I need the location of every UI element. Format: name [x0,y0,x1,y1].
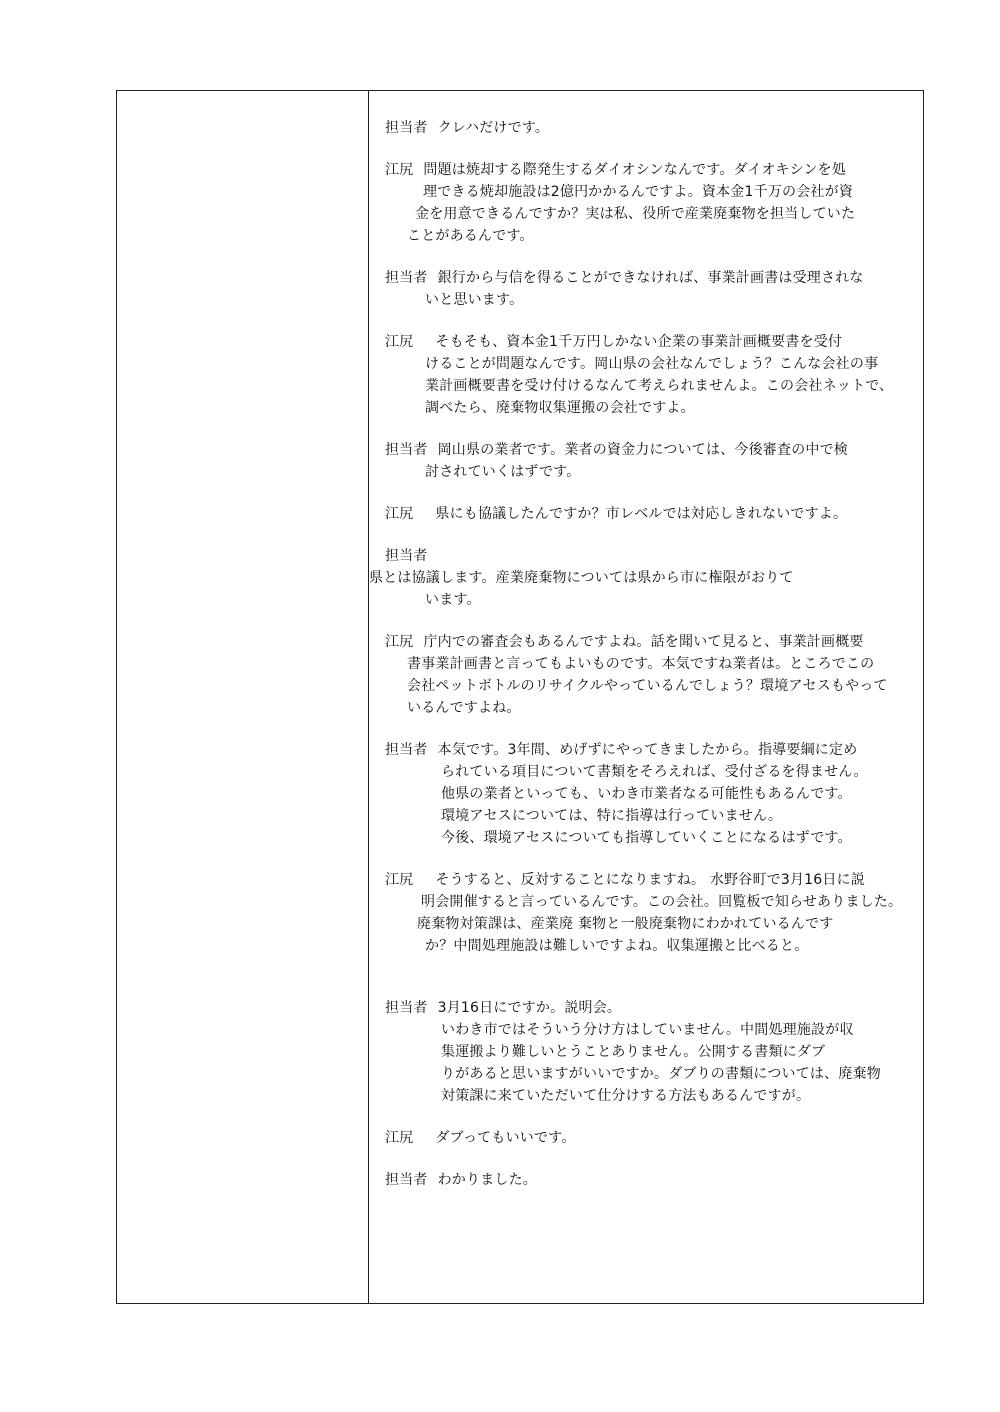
dialogue-line: クレハだけです。 [437,120,550,136]
dialogue-line: 廃棄物対策課は、産業廃 棄物と一般廃棄物にわかれているんです [417,916,834,932]
dialogue-line: 今後、環境アセスについても指導していくことになるはずです。 [441,830,852,846]
dialogue-line: けることが問題なんです。岡山県の会社なんでしょう？こんな会社の事 [425,356,879,372]
dialogue-line: ことがあるんです。 [407,228,534,244]
dialogue-line: 会社ペットボトルのリサイクルやっているんでしょう？環境アセスもやって [407,678,888,694]
dialogue-line: 岡山県の業者です。業者の資金力については、今後審査の中で検 [437,442,849,458]
dialogue-line: 業計画概要書を受け付けるなんて考えられませんよ。この会社ネットで、 [425,378,894,394]
dialogue-line: 3月16日にですか。説明会。 [437,1000,622,1016]
dialogue-line: います。 [425,592,481,608]
speaker-label: 担当者 [385,1000,428,1016]
dialogue-turn [385,1127,915,1149]
speaker-label: 担当者 [385,1172,428,1188]
left-margin-column [117,91,369,1303]
dialogue-turn [385,331,915,419]
dialogue-line: 環境アセスについては、特に指導は行っていません。 [441,808,783,824]
dialogue-turn [369,545,915,611]
dialogue-line: 集運搬より難しいとうことありません。公開する書類にダブ [441,1044,826,1060]
dialogue-turn [385,997,915,1107]
dialogue-line: りがあると思いますがいいですか。ダブりの書類については、廃棄物 [441,1066,881,1082]
dialogue-line: 県にも協議したんですか？市レベルでは対応しきれないですよ。 [435,506,848,522]
dialogue-line: 対策課に来ていただいて仕分けする方法もあるんですが。 [441,1088,811,1104]
dialogue-line: 明会開催すると言っているんです。この会社。回覧板で知らせありました。 [421,894,903,910]
dialogue-line: いと思います。 [425,292,524,308]
speaker-label: 担当者 [385,742,428,758]
speaker-label: 江尻 [385,1130,414,1146]
dialogue-line: 他県の業者といっても、いわき市業者なる可能性もあるんです。 [441,786,852,802]
speaker-label: 江尻 [385,162,414,178]
dialogue-turn [385,1169,915,1191]
dialogue-line: か？中間処理施設は難しいですよね。収集運搬と比べると。 [425,938,809,954]
speaker-label: 江尻 [385,634,414,650]
speaker-label: 担当者 [385,270,428,286]
dialogue-line: そうすると、反対することになりますね。 水野谷町で3月16日に説 [435,872,865,888]
dialogue-line: 庁内での審査会もあるんですよね。話を聞いて見ると、事業計画概要 [423,634,864,650]
dialogue-line: ダブってもいいです。 [435,1130,576,1146]
dialogue-line: 問題は焼却する際発生するダイオシンなんです。ダイオキシンを処 [423,162,847,178]
dialogue-turn [385,117,915,139]
dialogue-line: いるんですよね。 [407,700,521,716]
dialogue-turn [385,159,915,247]
speaker-label: 担当者 [385,548,428,564]
meeting-minutes [369,117,915,1191]
dialogue-line: られている項目について書類をそろえれば、受付ざるを得ません。 [441,764,868,780]
dialogue-line: 討されていくはずです。 [425,464,581,480]
dialogue-line: 金を用意できるんですか？実は私、役所で産業廃棄物を担当していた [415,206,856,222]
dialogue-line: 本気です。3年間、めげずにやってきましたから。指導要綱に定め [437,742,858,758]
dialogue-line: 調べたら、廃棄物収集運搬の会社ですよ。 [425,400,695,416]
dialogue-line: 理できる焼却施設は2億円かかるんですよ。資本金1千万の会社が資 [423,184,854,200]
dialogue-turn [385,267,915,311]
speaker-label: 江尻 [385,872,414,888]
dialogue-turn [385,739,915,849]
speaker-label: 担当者 [385,120,428,136]
dialogue-turn [385,869,915,957]
dialogue-line: 書事業計画書と言ってもよいものです。本気ですね業者は。ところでこの [407,656,875,672]
dialogue-line: 銀行から与信を得ることができなければ、事業計画書は受理されな [437,270,864,286]
speaker-label: 江尻 [385,334,414,350]
dialogue-turn [385,631,915,719]
speaker-label: 江尻 [385,506,414,522]
dialogue-line: 県とは協議します。産業廃棄物については県から市に権限がおりて [369,570,794,586]
dialogue-turn [385,503,915,525]
dialogue-line: そもそも、資本金1千万円しかない企業の事業計画概要書を受付 [435,334,843,350]
dialogue-line: わかりました。 [437,1172,538,1188]
speaker-label: 担当者 [385,442,428,458]
document-frame [116,90,924,1304]
dialogue-line: いわき市ではそういう分け方はしていません。中間処理施設が収 [441,1022,854,1038]
dialogue-turn [385,439,915,483]
